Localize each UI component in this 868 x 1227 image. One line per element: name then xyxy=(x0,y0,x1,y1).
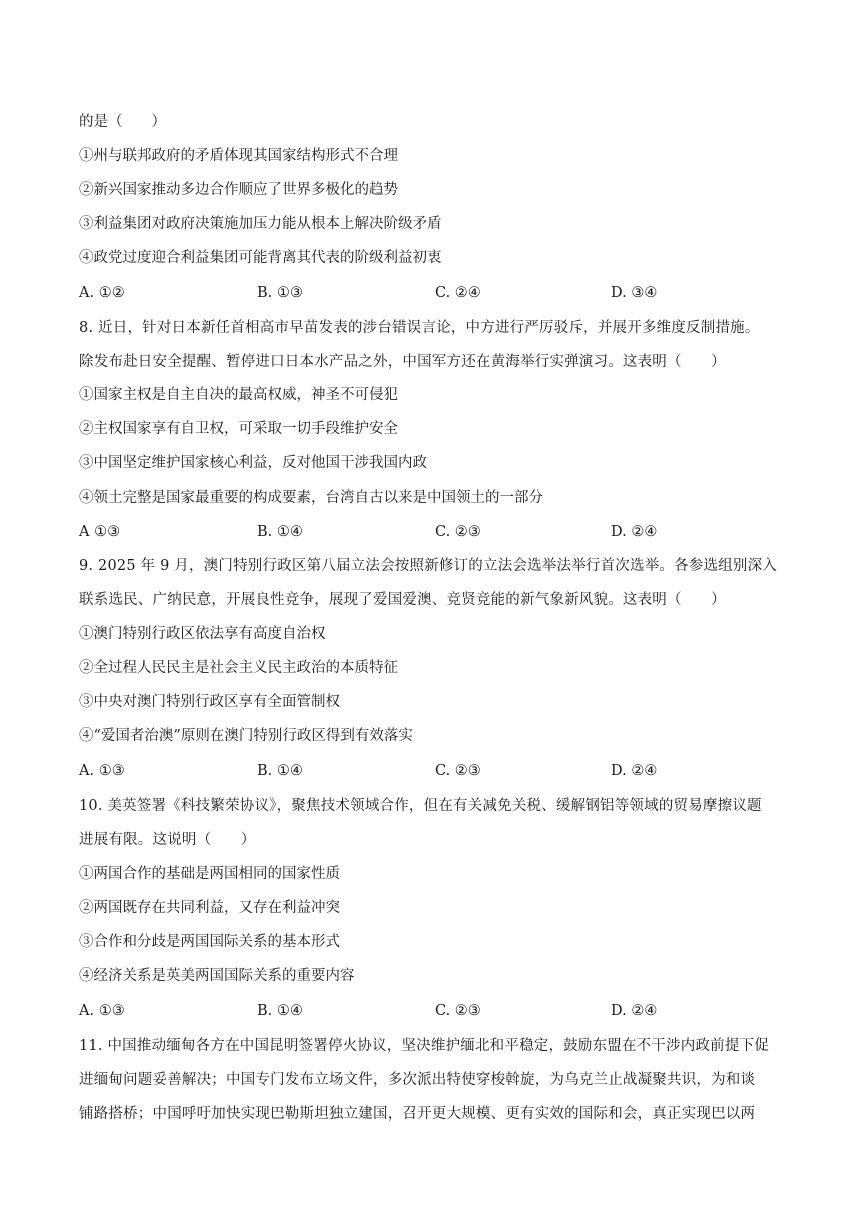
question-7-option-c: C. ②④ xyxy=(435,285,481,301)
question-9-item-4: ④“爱国者治澳”原则在澳门特别行政区得到有效落实 xyxy=(79,728,413,744)
question-7-item-4: ④政党过度迎合利益集团可能背离其代表的阶级利益初衷 xyxy=(79,250,442,266)
question-8-item-4: ④领土完整是国家最重要的构成要素，台湾自古以来是中国领土的一部分 xyxy=(79,490,543,506)
question-7-option-b: B. ①③ xyxy=(257,285,303,301)
question-8-option-a: A ①③ xyxy=(79,524,121,540)
question-11-stem-line-1: 11. 中国推动缅甸各方在中国昆明签署停火协议，坚决维护缅北和平稳定，鼓励东盟在不干涉内政前提下促 xyxy=(79,1038,769,1054)
question-8-option-c: C. ②③ xyxy=(435,524,481,540)
question-10-stem-line-1: 10. 美英签署《科技繁荣协议》，聚焦技术领域合作，但在有关减免关税、缓解钢铝等领域的贸易摩擦议题 xyxy=(79,798,762,814)
question-7-options xyxy=(79,283,799,303)
question-8-stem-line-1: 8. 近日，针对日本新任首相高市早苗发表的涉台错误言论，中方进行严厉驳斥，并展开多维度反制措施。 xyxy=(79,320,760,336)
question-9-option-b: B. ①④ xyxy=(257,763,303,779)
question-10-item-4: ④经济关系是英美两国国际关系的重要内容 xyxy=(79,968,355,984)
question-7-option-a: A. ①② xyxy=(79,285,125,301)
question-10-option-d: D. ②④ xyxy=(611,1003,658,1019)
question-10-options xyxy=(79,1001,799,1021)
question-9-option-d: D. ②④ xyxy=(611,763,658,779)
question-8-option-d: D. ②④ xyxy=(611,524,658,540)
question-7-item-1: ①州与联邦政府的矛盾体现其国家结构形式不合理 xyxy=(79,148,398,164)
question-10-item-1: ①两国合作的基础是两国相同的国家性质 xyxy=(79,866,340,882)
question-9-stem-line-1: 9. 2025 年 9 月，澳门特别行政区第八届立法会按照新修订的立法会选举法举行首次选举。各参选组别深入 xyxy=(79,558,777,574)
question-10-item-2: ②两国既存在共同利益，又存在利益冲突 xyxy=(79,900,340,916)
question-8-item-1: ①国家主权是自主自决的最高权威，神圣不可侵犯 xyxy=(79,387,398,403)
question-10-stem-line-2: 进展有限。这说明（ ） xyxy=(79,832,256,848)
question-10-option-b: B. ①④ xyxy=(257,1003,303,1019)
question-7-stem-tail: 的是（ ） xyxy=(79,114,166,130)
question-11-stem-line-2: 进缅甸问题妥善解决；中国专门发布立场文件，多次派出特使穿梭斡旋，为乌克兰止战凝聚共识，为和谈 xyxy=(79,1072,756,1088)
question-9-stem-line-2: 联系选民、广纳民意，开展良性竞争，展现了爱国爱澳、竞贤竞能的新气象新风貌。这表明（ ） xyxy=(79,592,726,608)
question-10-option-a: A. ①③ xyxy=(79,1003,125,1019)
question-10-option-c: C. ②③ xyxy=(435,1003,481,1019)
question-7-item-2: ②新兴国家推动多边合作顺应了世界多极化的趋势 xyxy=(79,182,398,198)
question-10-item-3: ③合作和分歧是两国国际关系的基本形式 xyxy=(79,934,340,950)
question-9-item-1: ①澳门特别行政区依法享有高度自治权 xyxy=(79,626,326,642)
question-8-item-3: ③中国坚定维护国家核心利益，反对他国干涉我国内政 xyxy=(79,455,427,471)
question-8-option-b: B. ①④ xyxy=(257,524,303,540)
question-8-item-2: ②主权国家享有自卫权，可采取一切手段维护安全 xyxy=(79,421,398,437)
question-8-stem-line-2: 除发布赴日安全提醒、暂停进口日本水产品之外，中国军方还在黄海举行实弹演习。这表明（ ） xyxy=(79,354,726,370)
question-9-options xyxy=(79,761,799,781)
question-7-option-d: D. ③④ xyxy=(611,285,658,301)
question-11-stem-line-3: 铺路搭桥；中国呼吁加快实现巴勒斯坦独立建国，召开更大规模、更有实效的国际和会，真正实现巴以两 xyxy=(79,1106,756,1122)
question-9-option-c: C. ②③ xyxy=(435,763,481,779)
question-9-option-a: A. ①③ xyxy=(79,763,125,779)
question-9-item-3: ③中央对澳门特别行政区享有全面管制权 xyxy=(79,694,340,710)
question-9-item-2: ②全过程人民民主是社会主义民主政治的本质特征 xyxy=(79,660,398,676)
question-7-item-3: ③利益集团对政府决策施加压力能从根本上解决阶级矛盾 xyxy=(79,216,442,232)
question-8-options xyxy=(79,522,799,542)
